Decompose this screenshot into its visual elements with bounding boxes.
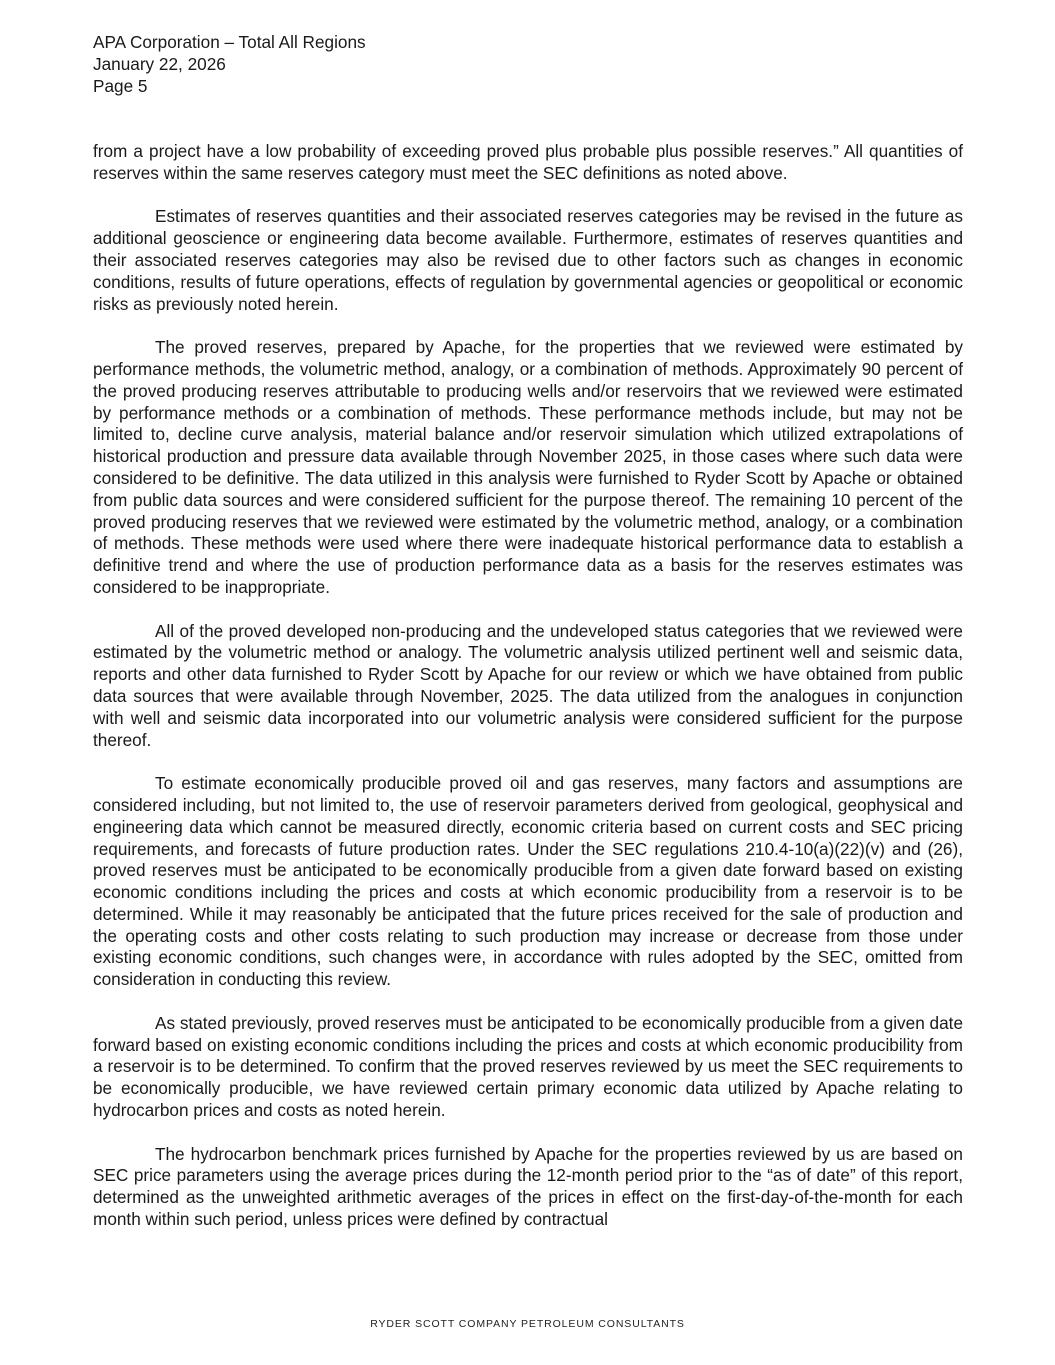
paragraph-estimation-methods: The proved reserves, prepared by Apache, for the properties that we reviewed were estimated by performance methods, the volumetric method, analogy, or a combination of methods. Approximately 90 percent of the proved producing reserves attributable to producing wells and/or reservoirs that we reviewed were estimated by performance methods or a combination of methods. These performance methods include, but may not be limited to, decline curve analysis, material balance and/or reservoir simulation which utilized extrapolations of historical production and pressure data available through November 2025, in those cases where such data were considered to be definitive. The data utilized in this analysis were furnished to Ryder Scott by Apache or obtained from public data sources and were considered sufficient for the purpose thereof. The remaining 10 percent of the proved producing reserves that we reviewed were estimated by the volumetric method, analogy, or a combination of methods. These methods were used where there were inadequate historical performance data to establish a definitive trend and where the use of production performance data as a basis for the reserves estimates was considered to be inappropriate. — [93, 337, 963, 597]
paragraph-benchmark-prices: The hydrocarbon benchmark prices furnished by Apache for the properties reviewed by us are based on SEC price parameters using the average prices during the 12-month period prior to the “as of date” of this report, determined as the unweighted arithmetic averages of the prices in effect on the first-day-of-the-month for each month within such period, unless prices were defined by contractual — [93, 1143, 963, 1230]
paragraph-volumetric-method: All of the proved developed non-producing and the undeveloped status categories that we reviewed were estimated by the volumetric method or analogy. The volumetric analysis utilized pertinent well and seismic data, reports and other data furnished to Ryder Scott by Apache for our review or which we have obtained from public data sources that were available through November, 2025. The data utilized from the analogues in conjunction with well and seismic data incorporated into our volumetric analysis were considered sufficient for the purpose thereof. — [93, 620, 963, 750]
paragraph-continuation: from a project have a low probability of exceeding proved plus probable plus possible reserves.” All quantities of reserves within the same reserves category must meet the SEC definitions as noted above. — [93, 141, 963, 183]
header-page-number: Page 5 — [93, 76, 148, 96]
header-date: January 22, 2026 — [93, 54, 226, 74]
paragraph-economic-data: As stated previously, proved reserves must be anticipated to be economically producible from a given date forward based on existing economic conditions including the prices and costs at which economic producibility from a reservoir is to be determined. To confirm that the proved reserves reviewed by us meet the SEC requirements to be economically producible, we have reviewed certain primary economic data utilized by Apache relating to hydrocarbon prices and costs as noted herein. — [93, 1012, 963, 1121]
page-footer: RYDER SCOTT COMPANY PETROLEUM CONSULTANTS — [370, 1318, 685, 1330]
header-company: APA Corporation – Total All Regions — [93, 32, 366, 52]
page-header — [93, 31, 366, 97]
document-body — [93, 141, 963, 1253]
paragraph-revisions: Estimates of reserves quantities and their associated reserves categories may be revised in the future as additional geoscience or engineering data become available. Furthermore, estimates of reserves quantities and their associated reserves categories may also be revised due to other factors such as changes in economic conditions, results of future operations, effects of regulation by governmental agencies or geopolitical or economic risks as previously noted herein. — [93, 206, 963, 314]
paragraph-economic-factors: To estimate economically producible proved oil and gas reserves, many factors and assumptions are considered including, but not limited to, the use of reservoir parameters derived from geological, geophysical and engineering data which cannot be measured directly, economic criteria based on current costs and SEC pricing requirements, and forecasts of future production rates. Under the SEC regulations 210.4-10(a)(22)(v) and (26), proved reserves must be anticipated to be economically producible from a given date forward based on existing economic conditions including the prices and costs at which economic producibility from a reservoir is to be determined. While it may reasonably be anticipated that the future prices received for the sale of production and the operating costs and other costs relating to such production may increase or decrease from those under existing economic conditions, such changes were, in accordance with rules adopted by the SEC, omitted from consideration in conducting this review. — [93, 773, 963, 990]
